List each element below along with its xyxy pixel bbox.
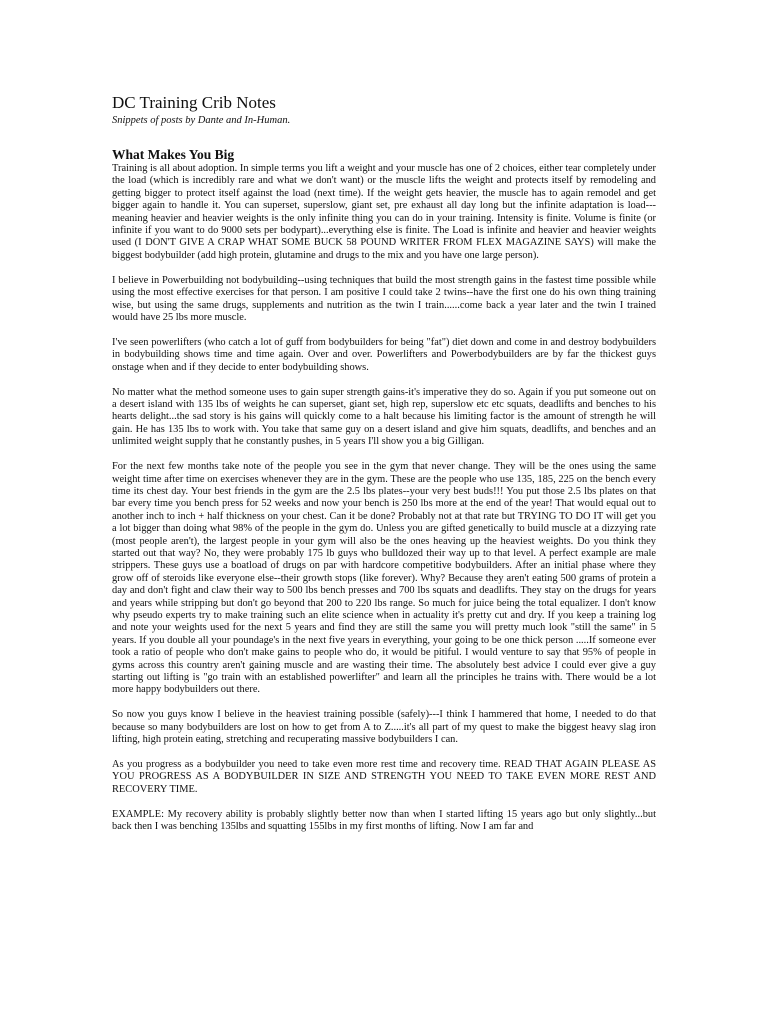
paragraph: No matter what the method someone uses to gain super strength gains-it's imperative they do so. Again if you put someone out on a desert island with 135 lbs of weights he can superset, giant set, high rep, superslow etc etc squats, deadlifts and benches to his hearts delight...the sad story is his gains will quickly come to a halt because his limiting factor is the amount of strength he will gain. He has 135 lbs to work with. You take that same guy on a desert island and give him squats, deadlifts, and benches and an unlimited weight supply that he constantly pushes, in 5 years I'll show you a big Gilligan. [112,386,656,448]
paragraph: I've seen powerlifters (who catch a lot of guff from bodybuilders for being "fat") diet down and come in and destroy bodybuilders in bodybuilding shows time and time again. Over and over. Powerlifters and Powerbodybuilders are by far the thickest guys onstage when and if they decide to enter bodybuilding shows. [112,336,656,373]
paragraph: I believe in Powerbuilding not bodybuilding--using techniques that build the most strength gains in the fastest time possible while using the most effective exercises for that person. I am positive I could take 2 twins--have the first one do his own thing training wise, but using the same drugs, supplements and nutrition as the twin I train......come back a year later and the twin I trained would have 25 lbs more muscle. [112,274,656,323]
paragraph: So now you guys know I believe in the heaviest training possible (safely)---I think I hammered that home, I needed to do that because so many bodybuilders are lost on how to get from A to Z.....it's all part of my quest to make the biggest heavy slag iron lifting, high protein eating, stretching and recuperating massive bodybuilders I can. [112,709,656,746]
paragraph: For the next few months take note of the people you see in the gym that never change. They will be the ones using the same weight time after time on exercises whenever they are in the gym. These are the people who use 135, 185, 225 on the bench every time its chest day. Your best friends in the gym are the 2.5 lbs plates--your very best buds!!! You put those 2.5 lbs plates on that bar every time you bench press for 52 weeks and now your bench is 250 lbs more at the end of the year! That would equal out to another inch to inch + half thickness on your chest. Can it be done? Probably not at that rate but TRYING TO DO IT will get you a lot bigger than doing what 98% of the people in the gym do. Unless you are gifted genetically to build muscle at a dizzying rate (most people aren't), the largest people in your gym will also be the ones heaving up the heaviest weights. Do you think they started out that way? No, they were probably 175 lb guys who bulldozed their way up to that level. A perfect example are male strippers. These guys use a boatload of drugs on par with hardcore competitive bodybuilders. After an initial phase where they grow off of steroids like everyone else--their growth stops (like forever). Why? Because they aren't eating 500 grams of protein a day and don't fight and claw their way to 500 lbs bench presses and 700 lbs squats and deadlifts. They stay on the drugs for years and years while stripping but don't go beyond that 200 to 220 lbs range. So much for juice being the total equalizer. I don't know why pseudo experts try to make training such an elite science when in actuality it's pretty cut and dry. If you keep a training log and note your weights used for the next 5 years and find they are still the same you will pretty much look "still the same" in 5 years. If you double all your poundage's in the next five years in everything, your going to be one thick person .....If someone ever took a ratio of people who don't make gains to people who do, it would be pitiful. I would venture to say that 95% of people in gyms across this country aren't gaining muscle and are wasting their time. The absolutely best advice I could ever give a guy starting out lifting is "go train with an established powerlifter" and learn all the principles he trains with. There would be a lot more happy bodybuilders out there. [112,461,656,696]
paragraph: As you progress as a bodybuilder you need to take even more rest time and recovery time. READ THAT AGAIN PLEASE AS YOU PROGRESS AS A BODYBUILDER IN SIZE AND STRENGTH YOU NEED TO TAKE EVEN MORE REST AND RECOVERY TIME. [112,759,656,795]
document-title: DC Training Crib Notes [112,93,276,112]
section-heading: What Makes You Big [112,147,235,162]
paragraph: EXAMPLE: My recovery ability is probably slightly better now than when I started lifting 15 years ago but only slightly...but back then I was benching 135lbs and squatting 155lbs in my first months of lifting. Now I am far and [112,808,656,833]
document-subtitle: Snippets of posts by Dante and In-Human. [112,115,291,126]
paragraph: Training is all about adoption. In simple terms you lift a weight and your muscle has one of 2 choices, either tear completely under the load (which is incredibly rare and what we don't want) or the muscle lifts the weight and protects itself by remodeling and getting bigger to protect itself against the load (next time). If the weight gets heavier, the muscle has to again remodel and get bigger again to handle it. You can superset, superslow, giant set, pre exhaust all day long but the infinite adaptation is load---meaning heavier and heavier weights is the only infinite thing you can do in your training. Intensity is finite. Volume is finite (or infinite if you want to do 9000 sets per bodypart)...everything else is finite. The Load is infinite and heavier and heavier weights used (I DON'T GIVE A CRAP WHAT SOME BUCK 58 POUND WRITER FROM FLEX MAGAZINE SAYS) will make the biggest bodybuilder (add high protein, glutamine and drugs to the mix and you have one large person). [112,163,656,261]
